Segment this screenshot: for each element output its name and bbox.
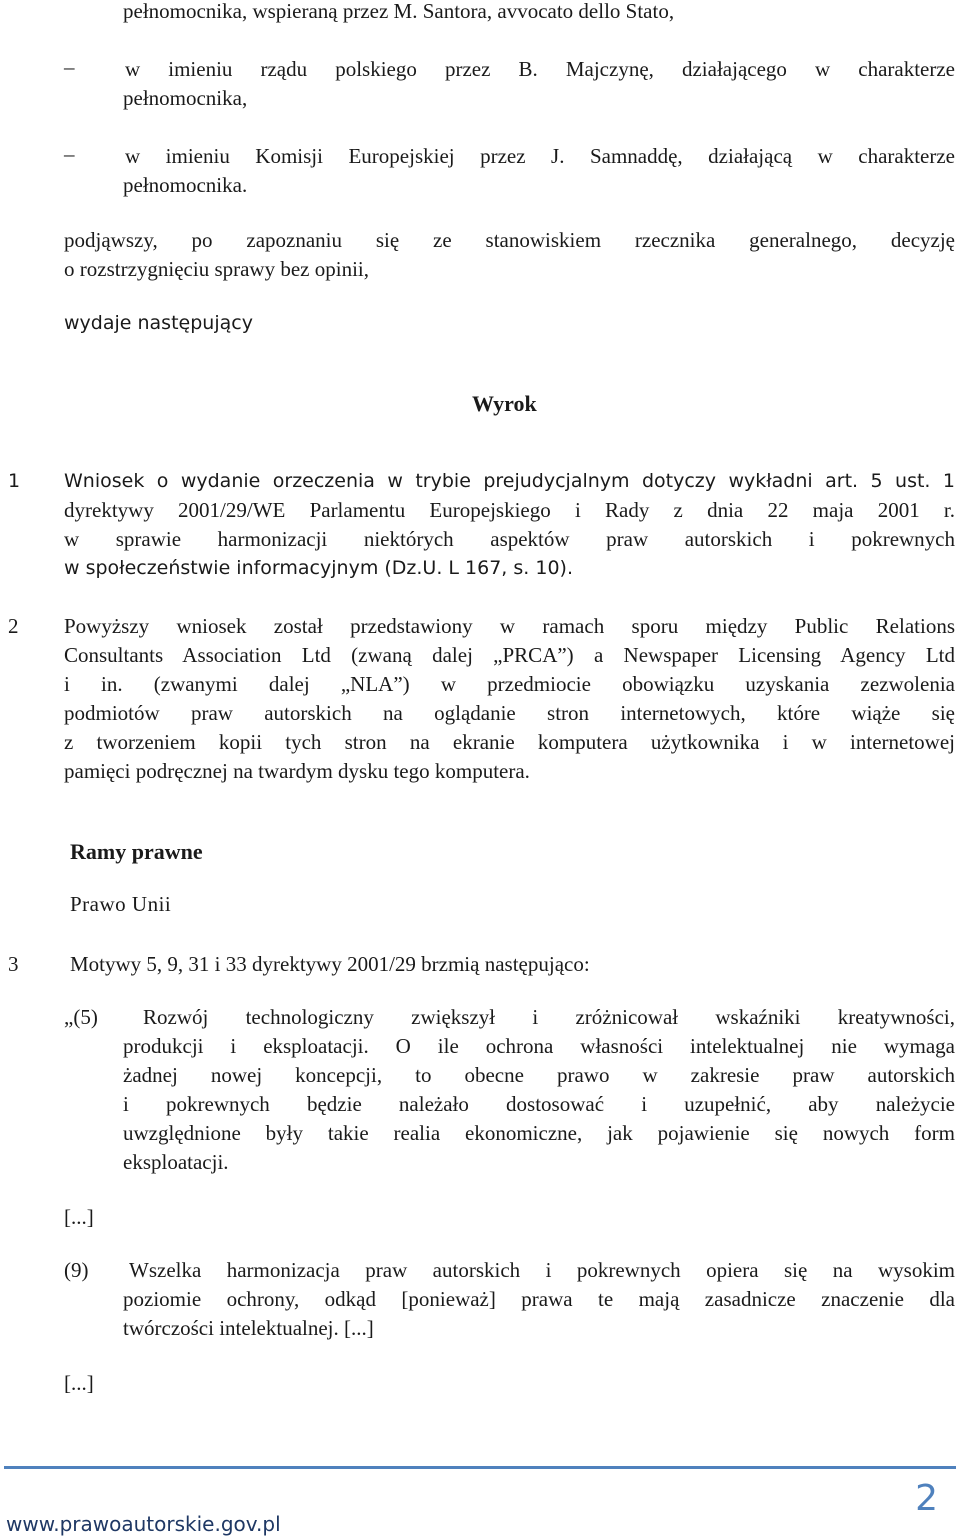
intro-issues-line: wydaje następujący [64,312,253,334]
para1-line3: w sprawie harmonizacji niektórych aspektów praw autorskich i pokrewnych [64,527,955,551]
para2-number: 2 [8,614,19,638]
quote9-label: (9) [64,1258,89,1282]
intro-para-line1: podjąwszy, po zapoznaniu się ze stanowiskiem rzecznika generalnego, decyzję [64,228,955,252]
quote5-line6: eksploatacji. [123,1150,229,1174]
quote5-label: „(5) [64,1005,98,1029]
para3-number: 3 [8,952,19,976]
intro-dash2-line2: pełnomocnika. [123,173,248,197]
intro-dash2-line1: w imieniu Komisji Europejskiej przez J. Samnaddę, działającą w charakterze [125,144,955,168]
heading-ramy-prawne: Ramy prawne [70,839,203,864]
para1-line4: w społeczeństwie informacyjnym (Dz.U. L 167, s. 10). [64,557,573,579]
para1-number: 1 [8,470,21,492]
intro-line-0: pełnomocnika, wspieraną przez M. Santora, avvocato dello Stato, [123,0,675,23]
quote5-line2: produkcji i eksploatacji. O ile ochrona własności intelektualnej nie wymaga [123,1034,955,1058]
quote5-line3: żadnej nowej koncepcji, to obecne prawo w zakresie praw autorskich [123,1063,955,1087]
page-number: 2 [915,1478,938,1519]
para2-line2: Consultants Association Ltd (zwaną dalej „PRCA”) a Newspaper Licensing Agency Ltd [64,643,955,667]
intro-dash1-line1: w imieniu rządu polskiego przez B. Majczynę, działającego w charakterze [125,57,955,81]
dash-bullet: – [64,142,75,166]
heading-prawo-unii: Prawo Unii [70,892,172,916]
para3-text: Motywy 5, 9, 31 i 33 dyrektywy 2001/29 brzmią następująco: [70,952,590,976]
quote5-line1: Rozwój technologiczny zwiększył i zróżnicował wskaźniki kreatywności, [143,1005,955,1029]
footer-website-link[interactable]: www.prawoautorskie.gov.pl [6,1512,281,1536]
para2-line3: i in. (zwanymi dalej „NLA”) w przedmiocie obowiązku uzyskania zezwolenia [64,672,955,696]
quote9-line3: twórczości intelektualnej. [...] [123,1316,374,1340]
quote9-line2: poziomie ochrony, odkąd [ponieważ] prawa te mają zasadnicze znaczenie dla [123,1287,955,1311]
quote5-line4: i pokrewnych będzie należało dostosować i uzupełnić, aby należycie [123,1092,955,1116]
heading-wyrok: Wyrok [472,391,537,416]
footer-divider [4,1466,956,1469]
intro-dash1-line2: pełnomocnika, [123,86,248,110]
ellipsis-marker: [...] [64,1371,94,1395]
para2-line5: z tworzeniem kopii tych stron na ekranie komputera użytkownika i w internetowej [64,730,955,754]
para1-line2: dyrektywy 2001/29/WE Parlamentu Europejskiego i Rady z dnia 22 maja 2001 r. [64,498,955,522]
para2-line1: Powyższy wniosek został przedstawiony w ramach sporu między Public Relations [64,614,955,638]
para2-line4: podmiotów praw autorskich na oglądanie stron internetowych, które wiąże się [64,701,955,725]
quote5-line5: uwzględnione były takie realia ekonomiczne, jak pojawienie się nowych form [123,1121,955,1145]
quote9-line1: Wszelka harmonizacja praw autorskich i pokrewnych opiera się na wysokim [129,1258,955,1282]
intro-para-line2: o rozstrzygnięciu sprawy bez opinii, [64,257,369,281]
dash-bullet: – [64,55,75,79]
para1-line1: Wniosek o wydanie orzeczenia w trybie prejudycjalnym dotyczy wykładni art. 5 ust. 1 [64,470,955,492]
para2-line6: pamięci podręcznej na twardym dysku tego komputera. [64,759,530,783]
ellipsis-marker: [...] [64,1205,94,1229]
